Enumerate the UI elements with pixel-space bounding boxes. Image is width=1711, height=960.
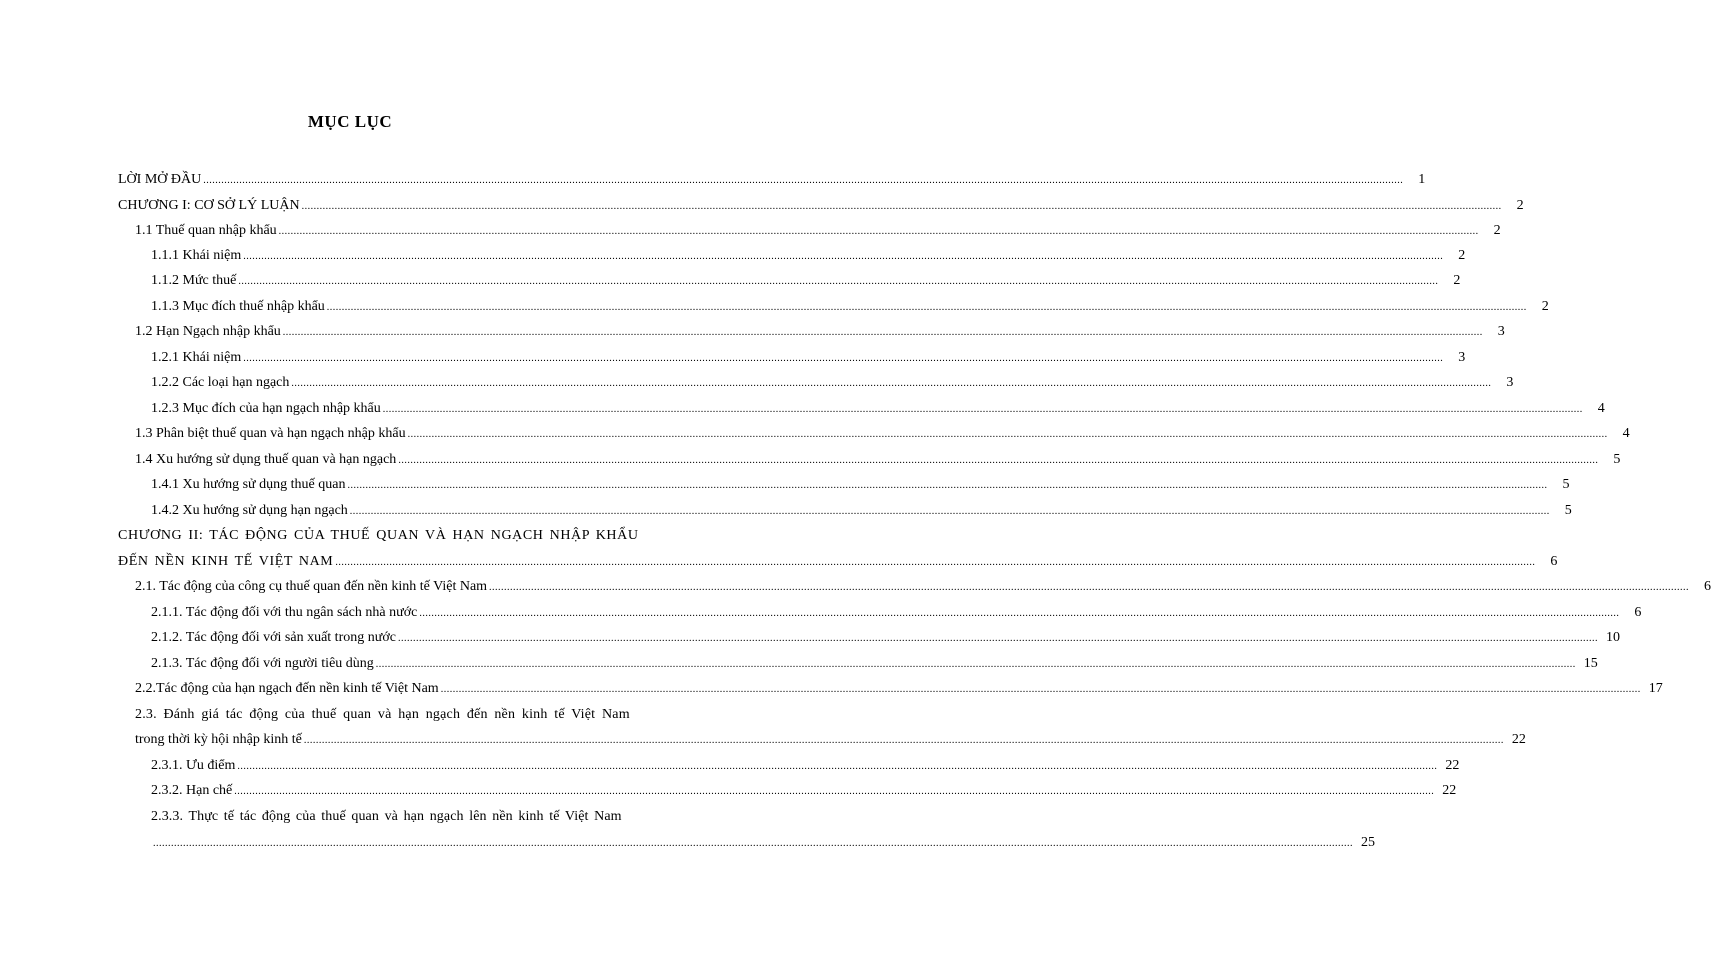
toc-page-number: 6 (1704, 579, 1711, 594)
toc-label: 2.1.1. Tác động đối với thu ngân sách nhà nước (151, 605, 418, 620)
toc-leader: ................................................................................................................................................................................................................................................................................................................................................................................................................ (303, 735, 1504, 746)
toc-label: 1.4.2 Xu hướng sử dụng hạn ngạch (151, 503, 348, 518)
toc-entry-1-3[interactable] (135, 426, 1630, 446)
toc-label: 1.3 Phân biệt thuế quan và hạn ngạch nhập khẩu (135, 426, 406, 441)
toc-entry-1-1[interactable] (135, 223, 1501, 243)
toc-page-number: 1 (1418, 172, 1426, 187)
toc-label: CHƯƠNG I: CƠ SỞ LÝ LUẬN (118, 198, 300, 213)
toc-chuong-2-heading: CHƯƠNG II: TÁC ĐỘNG CỦA THUẾ QUAN VÀ HẠN NGẠCH NHẬP KHẨU (118, 528, 639, 543)
toc-label: 1.1.1 Khái niệm (151, 248, 242, 263)
toc-page-number: 22 (1442, 783, 1457, 798)
toc-leader: ................................................................................................................................................................................................................................................................................................................................................................................................................ (440, 684, 1641, 695)
toc-entry-2-1-1[interactable] (151, 605, 1642, 625)
toc-leader: ................................................................................................................................................................................................................................................................................................................................................................................................................ (375, 659, 1576, 670)
toc-leader: ................................................................................................................................................................................................................................................................................................................................................................................................................ (234, 786, 1435, 797)
toc-leader: ................................................................................................................................................................................................................................................................................................................................................................................................................ (397, 633, 1598, 644)
toc-leader: ................................................................................................................................................................................................................................................................................................................................................................................................................ (238, 276, 1439, 287)
toc-entry-chuong-1[interactable] (118, 198, 1524, 218)
toc-entry-1-4-2[interactable] (151, 503, 1572, 523)
toc-leader: ................................................................................................................................................................................................................................................................................................................................................................................................................ (382, 404, 1583, 415)
toc-label: LỜI MỞ ĐẦU (118, 172, 202, 187)
toc-label: 1.2.3 Mục đích của hạn ngạch nhập khẩu (151, 401, 381, 416)
toc-entry-1-2-2[interactable] (151, 375, 1514, 395)
toc-leader: ................................................................................................................................................................................................................................................................................................................................................................................................................ (489, 582, 1690, 593)
toc-leader: ................................................................................................................................................................................................................................................................................................................................................................................................................ (301, 201, 1502, 212)
toc-entry-1-2[interactable] (135, 324, 1505, 344)
toc-page-number: 3 (1506, 375, 1514, 390)
toc-entry-2-2[interactable] (135, 681, 1663, 701)
toc-label: 2.2.Tác động của hạn ngạch đến nền kinh tế Việt Nam (135, 681, 439, 696)
toc-label: 1.2.1 Khái niệm (151, 350, 242, 365)
toc-2-3-3-heading: 2.3.3. Thực tế tác động của thuế quan và hạn ngạch lên nền kinh tế Việt Nam (151, 809, 622, 824)
toc-entry-loi-mo-dau[interactable] (118, 172, 1426, 192)
toc-label: 2.1.2. Tác động đối với sản xuất trong nước (151, 630, 396, 645)
toc-page-number: 10 (1605, 630, 1620, 645)
toc-label: 2.1. Tác động của công cụ thuế quan đến nền kinh tế Việt Nam (135, 579, 488, 594)
toc-leader: ................................................................................................................................................................................................................................................................................................................................................................................................................ (278, 226, 1479, 237)
toc-entry-1-4[interactable] (135, 452, 1621, 472)
toc-leader: ................................................................................................................................................................................................................................................................................................................................................................................................................ (335, 557, 1536, 568)
toc-leader: ................................................................................................................................................................................................................................................................................................................................................................................................................ (407, 429, 1608, 440)
toc-leader: ................................................................................................................................................................................................................................................................................................................................................................................................................ (347, 480, 1548, 491)
toc-page-number: 6 (1550, 554, 1558, 569)
toc-entry-2-1-3[interactable] (151, 656, 1598, 676)
toc-leader: ................................................................................................................................................................................................................................................................................................................................................................................................................ (203, 175, 1404, 186)
toc-page-number: 2 (1493, 223, 1501, 238)
toc-entry-2-3[interactable] (135, 732, 1526, 752)
toc-entry-2-1[interactable] (135, 579, 1711, 599)
toc-page-number: 22 (1511, 732, 1526, 747)
toc-entry-1-1-1[interactable] (151, 248, 1466, 268)
toc-leader: ................................................................................................................................................................................................................................................................................................................................................................................................................ (291, 378, 1492, 389)
toc-label: ĐẾN NỀN KINH TẾ VIỆT NAM (118, 554, 334, 569)
toc-leader: ................................................................................................................................................................................................................................................................................................................................................................................................................ (419, 608, 1620, 619)
toc-page-number: 2 (1541, 299, 1549, 314)
toc-entry-2-3-2[interactable] (151, 783, 1457, 803)
toc-label: 1.1 Thuế quan nhập khẩu (135, 223, 277, 238)
toc-page-number: 5 (1562, 477, 1570, 492)
toc-page-number: 17 (1648, 681, 1663, 696)
toc-page-number: 22 (1445, 758, 1460, 773)
toc-2-3-heading: 2.3. Đánh giá tác động của thuế quan và hạn ngạch đến nền kinh tế Việt Nam (135, 707, 630, 722)
toc-leader: ................................................................................................................................................................................................................................................................................................................................................................................................................ (153, 838, 1353, 849)
toc-label: 1.4 Xu hướng sử dụng thuế quan và hạn ngạch (135, 452, 397, 467)
toc-entry-chuong-2[interactable] (118, 554, 1558, 574)
toc-entry-1-2-3[interactable] (151, 401, 1605, 421)
page-title: MỤC LỤC (307, 112, 393, 131)
toc-leader: ................................................................................................................................................................................................................................................................................................................................................................................................................ (398, 455, 1599, 466)
toc-page-number: 2 (1453, 273, 1461, 288)
toc-label: 2.1.3. Tác động đối với người tiêu dùng (151, 656, 374, 671)
toc-entry-1-4-1[interactable] (151, 477, 1570, 497)
toc-leader: ................................................................................................................................................................................................................................................................................................................................................................................................................ (349, 506, 1550, 517)
toc-label: 2.3.1. Ưu điểm (151, 758, 236, 773)
toc-page-number: 25 (1361, 835, 1375, 850)
toc-page-number: 2 (1458, 248, 1466, 263)
toc-page-number: 5 (1613, 452, 1621, 467)
toc-label: 2.3.2. Hạn chế (151, 783, 233, 798)
toc-entry-1-1-2[interactable] (151, 273, 1461, 293)
toc-leader: ................................................................................................................................................................................................................................................................................................................................................................................................................ (282, 327, 1483, 338)
toc-leader: ................................................................................................................................................................................................................................................................................................................................................................................................................ (243, 251, 1444, 262)
toc-label: 1.2.2 Các loại hạn ngạch (151, 375, 290, 390)
toc-leader: ................................................................................................................................................................................................................................................................................................................................................................................................................ (243, 353, 1444, 364)
toc-page-number: 6 (1634, 605, 1642, 620)
toc-page-number: 3 (1458, 350, 1466, 365)
toc-entry-1-1-3[interactable] (151, 299, 1549, 319)
toc-label: trong thời kỳ hội nhập kinh tế (135, 732, 302, 747)
toc-label: 1.1.2 Mức thuế (151, 273, 237, 288)
toc-page-number: 2 (1516, 198, 1524, 213)
toc-page-number: 5 (1564, 503, 1572, 518)
toc-page-number: 3 (1497, 324, 1505, 339)
toc-label: 1.4.1 Xu hướng sử dụng thuế quan (151, 477, 346, 492)
toc-entry-1-2-1[interactable] (151, 350, 1466, 370)
toc-label: 1.2 Hạn Ngạch nhập khẩu (135, 324, 281, 339)
toc-label: 1.1.3 Mục đích thuế nhập khẩu (151, 299, 325, 314)
toc-leader: ................................................................................................................................................................................................................................................................................................................................................................................................................ (326, 302, 1527, 313)
toc-entry-2-3-3[interactable] (151, 835, 1375, 855)
toc-entry-2-3-1[interactable] (151, 758, 1460, 778)
toc-page-number: 4 (1622, 426, 1630, 441)
toc-page-number: 15 (1583, 656, 1598, 671)
toc-leader: ................................................................................................................................................................................................................................................................................................................................................................................................................ (237, 761, 1438, 772)
toc-page-number: 4 (1597, 401, 1605, 416)
toc-entry-2-1-2[interactable] (151, 630, 1620, 650)
